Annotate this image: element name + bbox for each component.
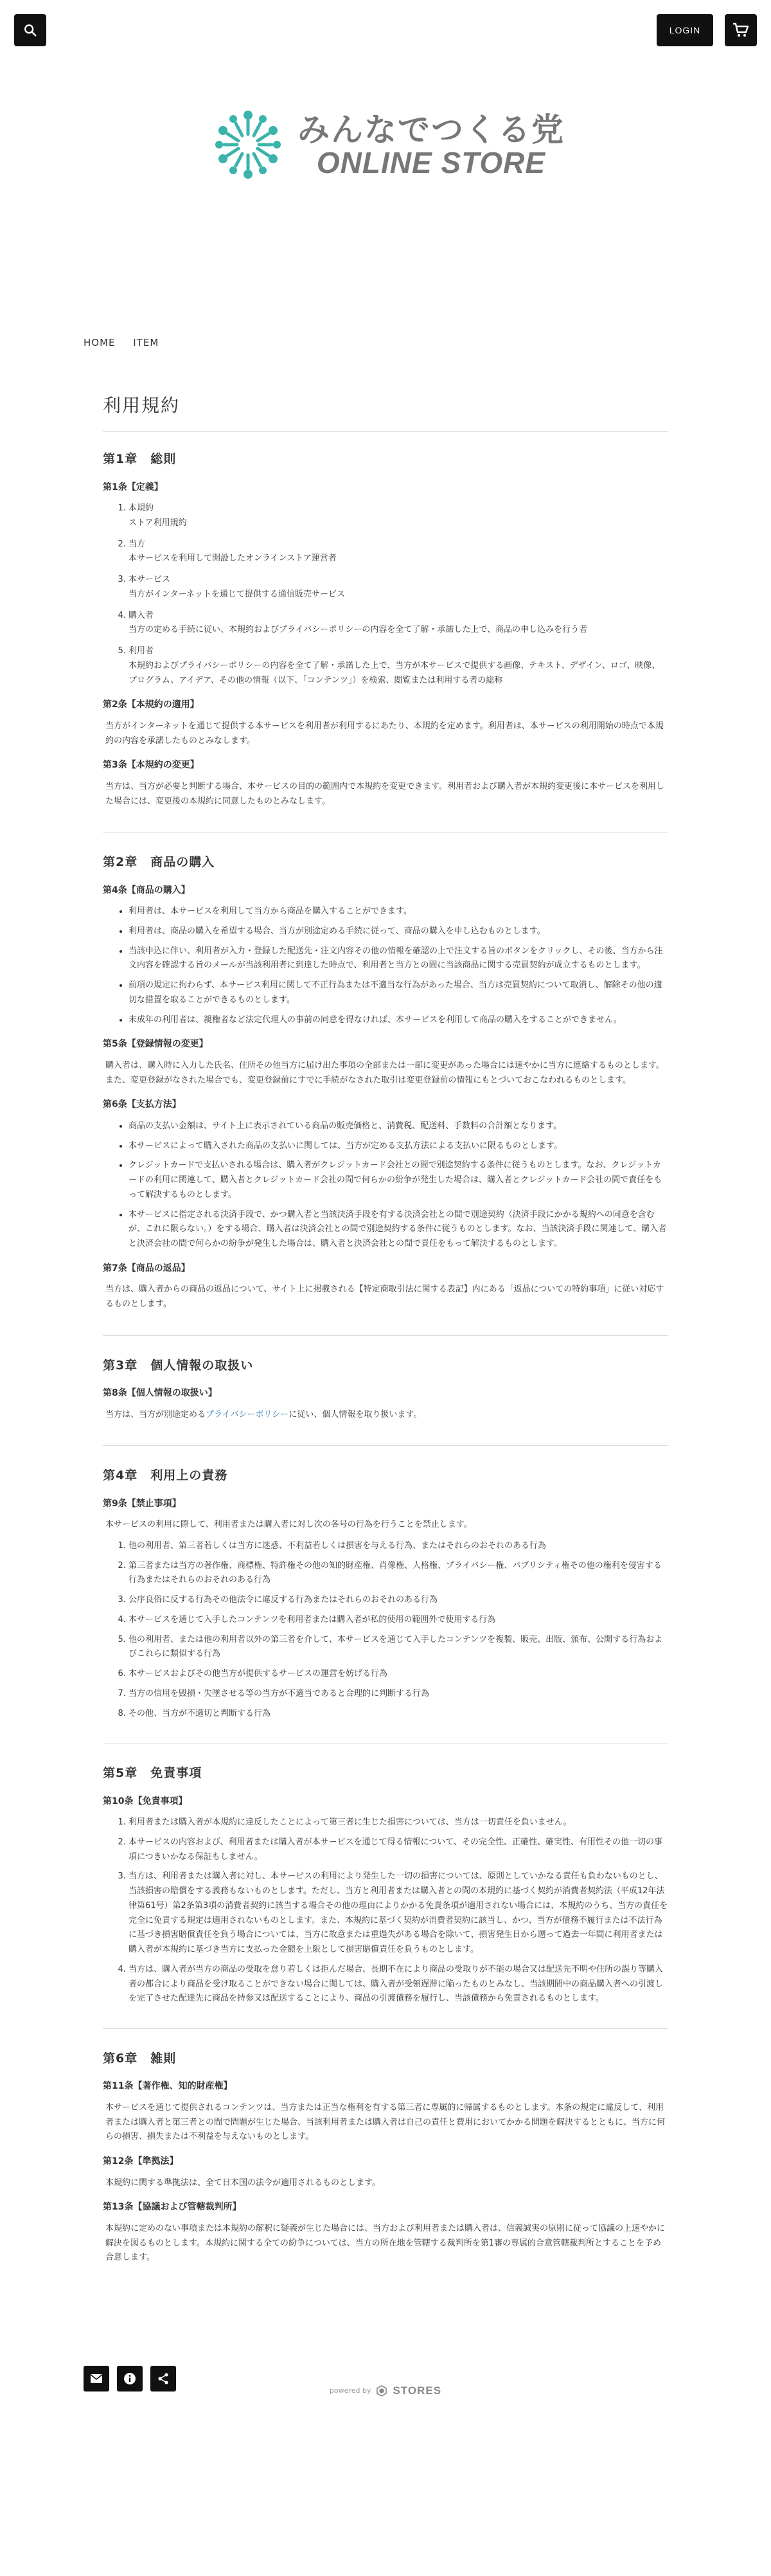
breadcrumb [84,334,771,351]
bullet-list [128,1119,668,1252]
definition-term: 4. 購入者 [128,610,154,620]
list-item: 4. 当方は、購入者が当方の商品の受取を怠り若しくは拒んだ場合、長期不在により商品の受取りが不能の場合又は配送先不明や住所の誤り等購入者の都合により商品を受け取ることができない場合に関しては、購入者が受領遅滞に陥ったものとみなし、当該期間中の商品購入者への引渡しを完了させた配達先に商品を持参又は配送することにより、商品の引渡債務を履行し、当該債務から免責されるものとします。 [128,1963,668,2006]
definition-desc: 当方がインターネットを通じて提供する通信販売サービス [128,589,345,599]
article-text: 購入者は、購入時に入力した氏名、住所その他当方に届け出た事項の全部または一部に変更があった場合には速やかに当方に連絡するものとします。また、変更登録がなされた場合でも、変更登録前にすでに手続がなされた取引は変更登録前の情報にもとづいておこなわれるものとします。 [105,1060,664,1085]
definition-desc: 本サービスを利用して開設したオンラインストア運営者 [128,554,337,564]
breadcrumb-item[interactable]: ITEM [133,337,159,348]
chapter-6 [103,2048,668,2289]
definition-item [128,537,668,567]
article-title: 第2条【本規約の適用】 [103,699,199,710]
article-title: 第9条【禁止事項】 [103,1498,181,1509]
definition-item [128,501,668,531]
chapter-4 [103,1465,668,1743]
logo-mark-icon [206,106,290,183]
article-title: 第1条【定義】 [103,482,163,492]
search-icon [23,23,37,37]
article-text: 本サービスを通じて提供されるコンテンツは、当方または正当な権利を有する第三者に専属的に帰属するものとします。本条の規定に違反して、利用者または購入者と第三者との間で問題が生じた場合、当該利用者または購入者は自己の責任と費用においてかかる問題を解決するとともに、当方に何らの損害、損失または不利益を与えないものとします。 [105,2102,666,2142]
definition-desc: ストア利用規約 [128,518,187,528]
article-title: 第8条【個人情報の取扱い】 [103,1388,217,1398]
chapter-title: 第2章 商品の購入 [103,855,215,870]
article-title: 第12条【準拠法】 [103,2156,179,2166]
text-segment: に従い、個人情報を取り扱います。 [288,1409,422,1419]
definition-term: 3. 本サービス [128,575,171,584]
chapter-2 [103,852,668,1336]
definition-term: 5. 利用者 [128,646,154,656]
stores-brand: STORES [393,2384,442,2397]
list-item: 3. 当方は、利用者または購入者に対し、本サービスの利用により発生した一切の損害については、原則としていかなる責任も負わないものとし、当該損害の賠償をする義務もないものとします。ただし、当方と利用者または購入者との間の本規約に基づく契約が消費者契約法（平成12年法律第61号）第2条第3項の消費者契約に該当する場合その他の理由によりかかる免責条項が適用されない場合には、本規約のうち、当方の責任を完全に免責する規定は適用されないものとします。また、本規約に基づく契約が消費者契約に該当し、かつ、当方が債務不履行または不法行為に基づき損害賠償責任を負う場合については、当方に故意または重過失がある場合を除いて、損害発生日から遡って過去一年間に利用者または購入者が本規約に基づき当方に支払った金額を上限として損害賠償責任を負うものとします。 [128,1869,668,1958]
list-item: • 本サービスによって購入された商品の支払いに関しては、当方が定める支払方法による支払いに限るものとします。 [128,1139,668,1154]
privacy-policy-link[interactable]: プライバシーポリシー [206,1409,289,1419]
terms-content [103,390,668,2289]
article-title: 第11条【著作権、知的財産権】 [103,2081,233,2092]
powered-by-stores[interactable] [84,2381,687,2400]
article-title: 第7条【商品の返品】 [103,1263,190,1274]
footer [84,2366,687,2469]
top-bar [0,0,771,58]
definition-term: 2. 当方 [128,539,146,549]
logo-japanese-title: みんなでつくる党 [297,111,565,149]
logo-english-title: ONLINE STORE [316,145,546,179]
article-title: 第13条【協議および管轄裁判所】 [103,2202,242,2213]
stores-logo-icon [376,2385,387,2397]
login-button[interactable]: LOGIN [657,14,713,46]
definition-term: 1. 本規約 [128,503,154,513]
list-item: 6. 本サービスおよびその他当方が提供するサービスの運営を妨げる行為 [128,1667,668,1682]
store-logo[interactable] [0,103,771,186]
article-text: 本規約に関する準拠法は、全て日本国の法令が適用されるものとします。 [105,2177,380,2188]
chapter-1 [103,449,668,833]
list-item: 8. その他、当方が不適切と判断する行為 [128,1707,668,1722]
page-title: 利用規約 [103,390,668,432]
chapter-title: 第6章 雑則 [103,2051,177,2066]
list-item: • 利用者は、商品の購入を希望する場合、当方が別途定める手続に従って、商品の購入を申し込むものとします。 [128,924,668,939]
list-item: • 当該申込に伴い、利用者が入力・登録した配送先・注文内容その他の情報を確認の上で注文する旨のボタンをクリックし、その後、当方から注文内容を確認する旨のメールが当該利用者に到達した時点で、利用者と当方との間に当該商品に関する売買契約が成立するものとします。 [128,944,668,974]
numbered-list [128,1539,668,1722]
list-item: 7. 当方の信用を毀損・失墜させる等の当方が不適当であると合理的に判断する行為 [128,1687,668,1702]
article-title: 第5条【登録情報の変更】 [103,1039,208,1050]
list-item: 2. 本サービスの内容および、利用者または購入者が本サービスを通じて得る情報について、その完全性、正確性、確実性、有用性その他一切の事項につきいかなる保証もしません。 [128,1835,668,1865]
article-title: 第3条【本規約の変更】 [103,760,199,771]
article-title: 第10条【免責事項】 [103,1796,188,1806]
list-item: • 前項の規定に拘わらず、本サービス利用に関して不正行為または不適当な行為があった場合、当方は売買契約について取消し、解除その他の適切な措置を取ることができるものとします。 [128,978,668,1008]
article-text: 本サービスの利用に際して、利用者または購入者に対し次の各号の行為を行うことを禁止します。 [105,1520,472,1529]
list-item: 2. 第三者または当方の著作権、商標権、特許権その他の知的財産権、肖像権、人格権、プライバシー権、パブリシティ権その他の権利を侵害する行為またはそれらのおそれのある行為 [128,1559,668,1589]
definition-desc: 本規約およびプライバシーポリシーの内容を全て了解・承諾した上で、当方が本サービスで提供する画像、テキスト、デザイン、ロゴ、映像、プログラム、アイデア、その他の情報（以下、「コンテンツ」）を検索、閲覧または利用する者の総称 [128,660,660,685]
list-item: • 利用者は、本サービスを利用して当方から商品を購入することができます。 [128,905,668,919]
article-title: 第4条【商品の購入】 [103,885,190,896]
bullet-list [128,905,668,1027]
article-text [103,1408,668,1423]
list-item: • 商品の支払い金額は、サイト上に表示されている商品の販売価格と、消費税、配送料、手数料の合計額となります。 [128,1119,668,1134]
chapter-title: 第1章 総則 [103,452,177,467]
list-item: • クレジットカードで支払いされる場合は、購入者がクレジットカード会社との間で別途契約する条件に従うものとします。なお、クレジットカードの利用に関連して、購入者とクレジットカード会社の間で何らかの紛争が発生した場合は、購入者とクレジットカード会社の間で責任をもって解決するものとします。 [128,1158,668,1202]
definition-list [128,501,668,688]
search-button[interactable] [14,14,46,46]
definition-item [128,609,668,638]
article-text: 当方は、当方が必要と判断する場合、本サービスの目的の範囲内で本規約を変更できます。利用者および購入者が本規約変更後に本サービスを利用した場合には、変更後の本規約に同意したものとみなします。 [105,781,664,806]
logo-text [297,113,565,177]
list-item: • 本サービスに指定される決済手段で、かつ購入者と当該決済手段を有する決済会社との間で別途契約（決済手段にかかる規約への同意を含むが、これに限らない。）をする場合、購入者は決済会社との間で別途契約する条件に従うものとします。なお、当該決済手段に関連して、購入者と決済会社の間で何らかの紛争が発生した場合は、購入者と決済会社との間で責任をもって解決するものとします。 [128,1208,668,1252]
article-text: 当方がインターネットを通じて提供する本サービスを利用者が利用するにあたり、本規約を定めます。利用者は、本サービスの利用開始の時点で本規約の内容を承諾したものとみなします。 [105,721,664,746]
list-item: 4. 本サービスを通じて入手したコンテンツを利用者または購入者が私的使用の範囲外で使用する行為 [128,1613,668,1628]
article-text: 当方は、購入者からの商品の返品について、サイト上に掲載される【特定商取引法に関する表記】内にある「返品についての特約事項」に従い対応するものとします。 [105,1284,664,1309]
numbered-list [128,1815,668,2006]
definition-item [128,644,668,688]
list-item: 5. 他の利用者、または他の利用者以外の第三者を介して、本サービスを通じて入手したコンテンツを複製、販売、出版、頒布、公開する行為およびこれらに類似する行為 [128,1633,668,1662]
definition-desc: 当方の定める手続に従い、本規約およびプライバシーポリシーの内容を全て了解・承諾した上で、商品の申し込みを行う者 [128,625,588,635]
list-item: 3. 公序良俗に反する行為その他法令に違反する行為またはそれらのおそれのある行為 [128,1593,668,1608]
chapter-title: 第3章 個人情報の取扱い [103,1358,254,1373]
definition-item [128,573,668,602]
chapter-3 [103,1355,668,1446]
list-item: 1. 他の利用者、第三者若しくは当方に迷惑、不利益若しくは損害を与える行為、またはそれらのおそれのある行為 [128,1539,668,1554]
list-item: • 未成年の利用者は、親権者など法定代理人の事前の同意を得なければ、本サービスを利用して商品の購入をすることができません。 [128,1013,668,1028]
cart-icon [732,23,749,38]
chapter-title: 第4章 利用上の責務 [103,1468,228,1483]
text-segment: 当方は、当方が別途定める [105,1409,206,1419]
article-text: 本規約に定めのない事項または本規約の解釈に疑義が生じた場合には、当方および利用者または購入者は、信義誠実の原則に従って協議の上速やかに解決を図るものとします。本規約に関する全ての紛争については、当方の所在地を管轄する裁判所を第1審の専属的合意管轄裁判所とすることを予め合意します。 [105,2223,666,2263]
chapter-5 [103,1763,668,2029]
breadcrumb-home[interactable]: HOME [84,337,116,348]
list-item: 1. 利用者または購入者が本規約に違反したことによって第三者に生じた損害については、当方は一切責任を負いません。 [128,1815,668,1830]
cart-button[interactable] [725,14,757,46]
powered-by-label: powered by [329,2386,371,2395]
article-title: 第6条【支払方法】 [103,1099,181,1110]
chapter-title: 第5章 免責事項 [103,1766,202,1781]
